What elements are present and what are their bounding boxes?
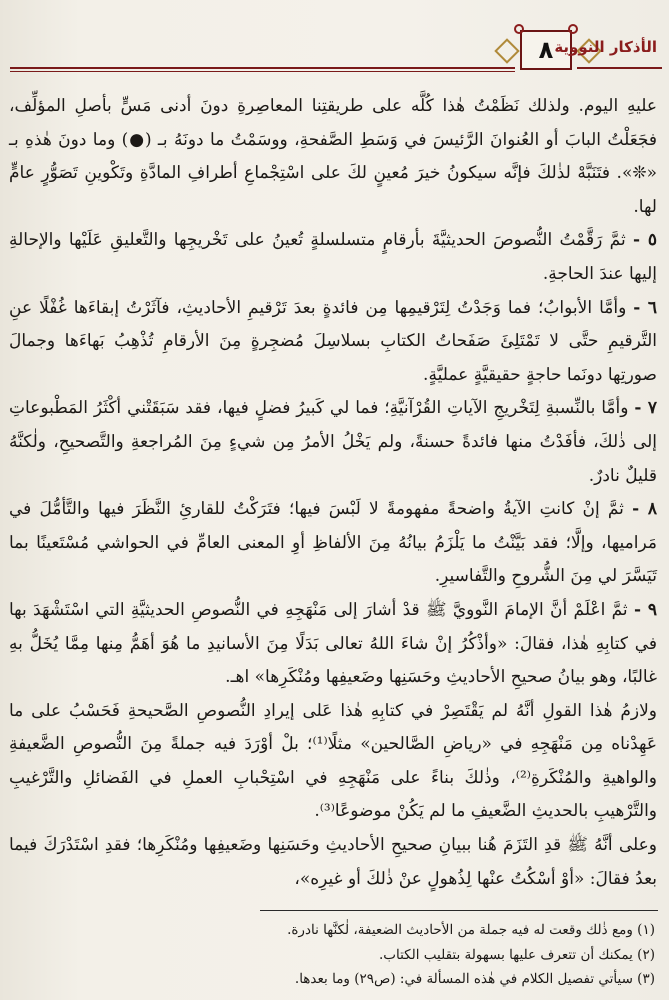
paragraph-text: ثمَّ اعْلَمْ أنَّ الإمامَ النَّوويَّ ﷺ قدْ أشارَ إلى مَنْهَجِهِ في النُّصوصِ الحديثيَّةِ التي اسْتَشْهَدَ بها في كتابِهِ هٰذا، فقالَ: «وأذْكُرُ إنْ شاءَ اللهُ تعالى بَدَلًا مِنَ الأسانيدِ ما هُوَ أهَمُّ مِنها مِمَّا يُخَلُّ بهِ غالبًا، وهو بيانُ صحيحِ الأحاديثِ وحَسَنِها وضَعيفِها ومُنْكَرِها» اهـ. xyxy=(9,599,657,688)
paragraph xyxy=(9,392,657,493)
paragraph: عليهِ اليوم. ولذلك نَظَمْتُ هٰذا كُلَّه على طريقتِنا المعاصِرةِ دونَ أدنى مَسٍّ بأصلِ المؤلِّف، فجَعَلْتُ البابَ أو العُنوانَ الرَّئيسَ في وَسَطِ الصَّفحةِ، ووسَمْتُ ما دونَهُ بـ (●) وما دونَ هٰذهِ بـ «❊». فتَنَبَّهْ لذٰلكَ فإنَّه سيكونُ خيرَ مُعينٍ لكَ على اسْتِجْماعِ أطرافِ المادَّةِ وتَكْوينِ تَصَوُّرٍ عامٍّ لها. xyxy=(9,96,657,217)
footnote: (١) ومع ذٰلك وقعت له فيه جملة من الأحاديث الضعيفة، لٰكنَّها نادرة. xyxy=(287,922,655,938)
page-header xyxy=(0,20,669,80)
footnotes xyxy=(15,918,655,992)
paragraph xyxy=(9,594,657,695)
paragraph-text: ولازمُ هٰذا القولِ أنَّهُ لم يَقْتَصِرْ في كتابِهِ هٰذا عَلى إيرادِ النُّصوصِ الصَّحيحةِ فَحَسْبُ على ما عَهِدْناه مِن مَنْهَجِهِ في «رياضِ الصَّالحين» مثلًا⁽¹⁾؛ بلْ أوْرَدَ فيه جملةً مِنَ النُّصوصِ الضَّعيفةِ والواهيةِ والمُنْكَرةِ⁽²⁾، وذٰلكَ بناءً على مَنْهَجِهِ في اسْتِحْبابِ العملِ في الفَضائلِ والتَّرْغيبِ والتَّرْهيبِ بالحديثِ الضَّعيفِ ما لم يَكُنْ موضوعًا⁽³⁾. xyxy=(9,700,657,822)
header-rule-thin xyxy=(10,71,515,72)
header-rule-right xyxy=(577,67,662,69)
paragraph xyxy=(9,829,657,896)
paragraph-text: وأمَّا الأبوابُ؛ فما وَجَدْتُ لِتَرْقيمِها مِن فائدةٍ بعدَ تَرْقيمِ الأحاديثِ، فآثَرْتُ إبقاءَها غُفْلًا عنِ التَّرقيمِ حتَّى لا تَمْتَلِئَ صَفَحاتُ الكتابِ بسلاسِلَ مُضجِرةٍ مِنَ الأرقامِ تُذْهِبُ بَهاءَها وجمالَ صورتِها دونَما حاجةٍ حقيقيَّةٍ عمليَّةٍ. xyxy=(9,297,657,385)
ornament-icon xyxy=(494,38,519,63)
footnote: (٣) سيأتي تفصيل الكلام في هٰذه المسألة في: (ص٢٩) وما بعدها. xyxy=(294,971,655,987)
paragraph-number: ٨ - xyxy=(632,499,657,520)
paragraph xyxy=(9,224,657,291)
page-number: ٨ xyxy=(520,30,572,70)
paragraph-number: ٩ - xyxy=(633,599,658,620)
footnote: (٢) يمكنك أن تتعرف عليها بسهولة بتقليب الكتاب. xyxy=(378,946,655,963)
header-rule xyxy=(10,67,515,69)
paragraph-text: وعلى أنَّهُ ﷺ قدِ التَزَمَ هُنا ببيانِ صحيحِ الأحاديثِ وحَسَنِها وضَعيفِها ومُنْكَرِها؛ فقدِ اسْتَدْرَكَ فيما بعدُ فقالَ: «أوْ أسْكُتُ عنْها لِذُهولٍ عنْ ذٰلكَ أو غيرِه»، xyxy=(9,835,657,889)
paragraph-text: ثمَّ رَقَّمْتُ النُّصوصَ الحديثيَّةَ بأرقامٍ متسلسلةٍ تُعينُ على تَخْريجِها والتَّعليقِ عَلَيْها والإحالةِ إليها عندَ الحاجةِ. xyxy=(9,230,657,284)
paragraph xyxy=(9,292,657,393)
running-title: الأذكار النووية xyxy=(554,38,657,56)
paragraph-number: ٦ - xyxy=(633,297,657,318)
paragraph xyxy=(9,695,657,829)
paragraph xyxy=(9,493,657,594)
footnote-separator xyxy=(260,910,658,911)
paragraph-text: وأمَّا بالنِّسبةِ لِتَخْريجِ الآياتِ القُرْآنيَّةِ؛ فما لي كَبيرُ فضلٍ فيها، فقد سَبَقَتْني أكْثَرُ المَطْبوعاتِ إلى ذٰلكَ، فأفَدْتُ منها فائدةً حسنةً، ولم يَخْلُ الأمرُ مِن شيءٍ مِنَ المُراجعةِ والتَّصحيحِ، ولٰكنَّهُ قليلٌ نادرٌ. xyxy=(9,398,657,486)
paragraph-number: ٥ - xyxy=(633,230,658,251)
paragraph-text: ثمَّ إنْ كانتِ الآيةُ واضحةً مفهومةً لا لَبْسَ فيها؛ فتَرَكْتُ للقارئِ النَّظَرَ فيها والتَّأمُّلَ في مَراميها، وإلَّا؛ فقد بَيَّنْتُ ما يَلْزَمُ بيانُهُ مِنَ الألفاظِ أوِ المعنى العامِّ في الحواشي مُسْتَعينًا بما تَيَسَّرَ لي مِنَ الشُّروحِ والتَّفاسيرِ. xyxy=(9,499,657,587)
main-text xyxy=(9,90,657,896)
paragraph-number: ٧ - xyxy=(634,398,658,419)
